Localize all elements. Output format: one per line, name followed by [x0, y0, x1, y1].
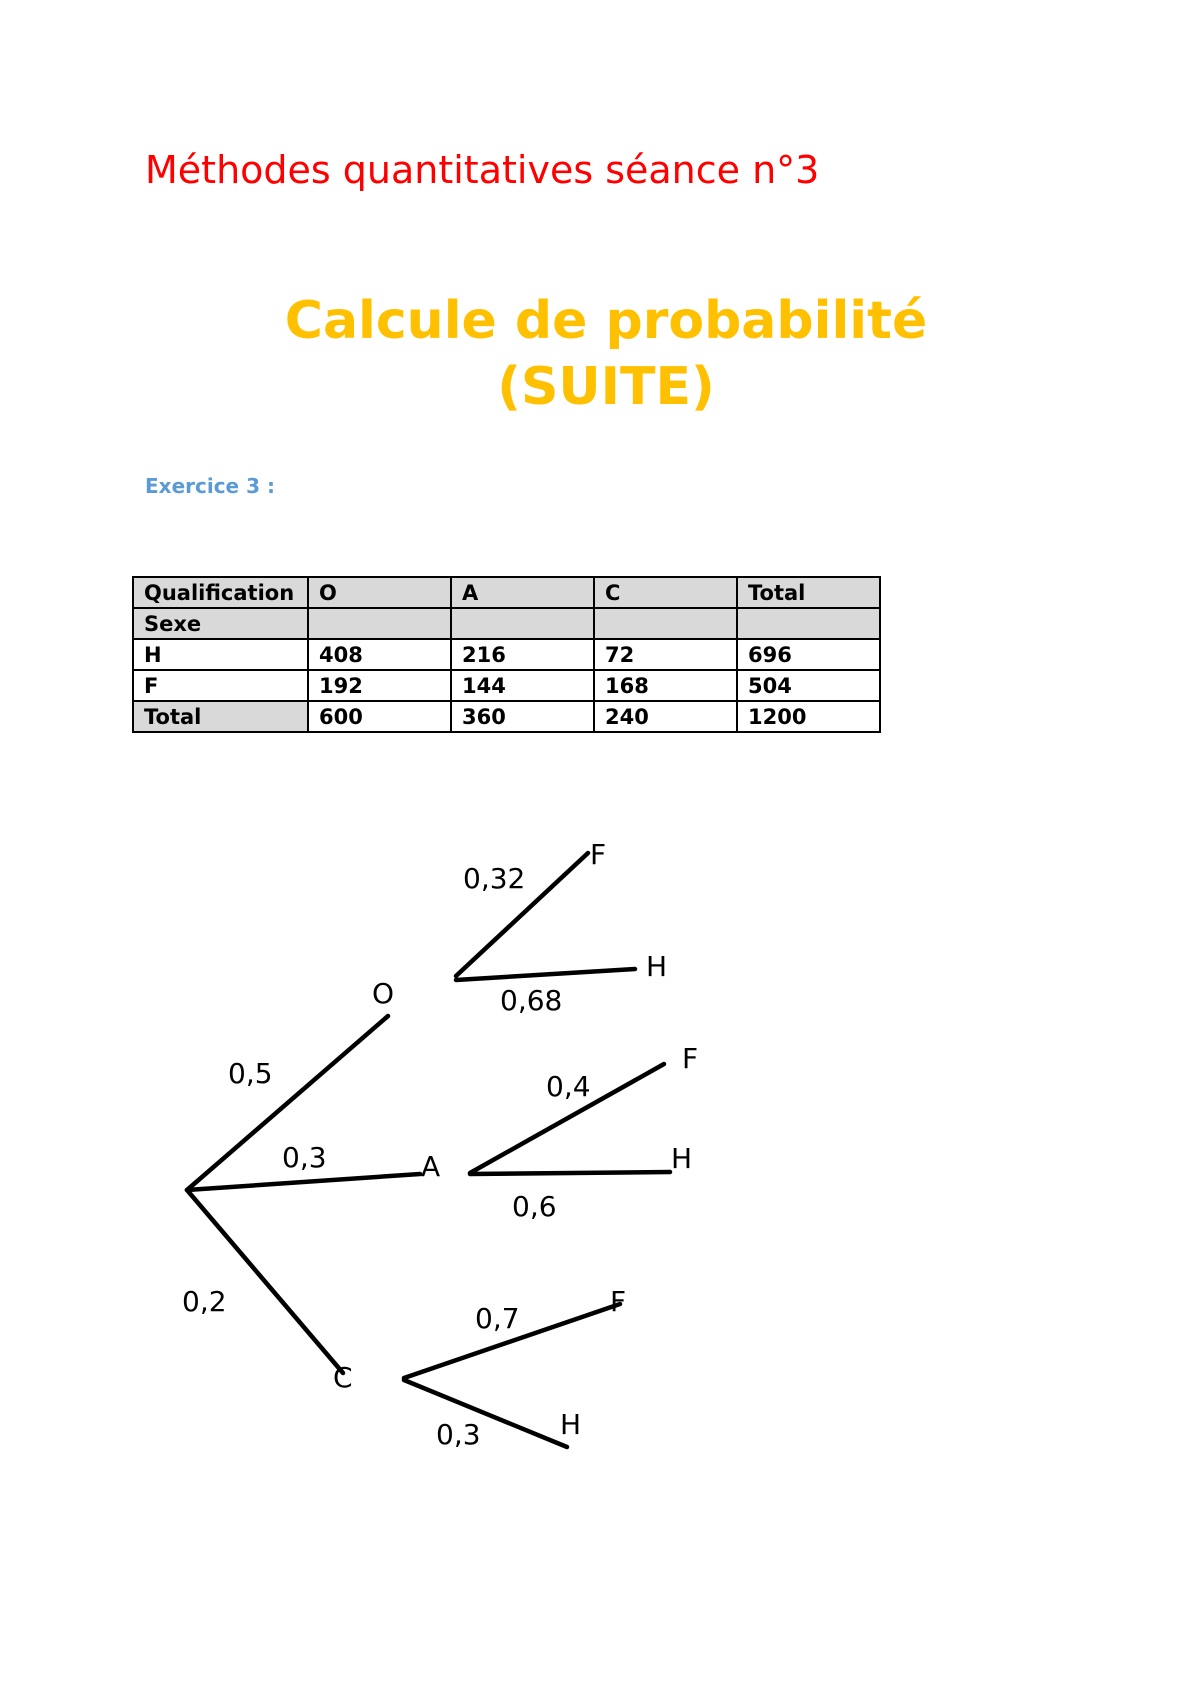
- prob-c-h: 0,3: [436, 1418, 481, 1451]
- prob-root-a: 0,3: [282, 1141, 327, 1174]
- node-c-h: H: [560, 1408, 582, 1441]
- prob-a-f: 0,4: [546, 1070, 591, 1103]
- node-o: O: [372, 977, 395, 1010]
- prob-a-h: 0,6: [512, 1190, 557, 1223]
- main-heading-line-1: Calcule de probabilité: [284, 291, 928, 351]
- node-a-h: H: [671, 1142, 693, 1175]
- table-cell: 408: [308, 639, 451, 670]
- table-cell: 240: [594, 701, 737, 732]
- table-cell: 144: [451, 670, 594, 701]
- node-c-f: F: [610, 1285, 627, 1318]
- table-cell: 696: [737, 639, 880, 670]
- table-header-cell: Total: [737, 577, 880, 608]
- table-header-cell: O: [308, 577, 451, 608]
- main-heading-line-2: (SUITE): [497, 357, 715, 417]
- branch-a-h: [470, 1172, 670, 1174]
- prob-o-f: 0,32: [463, 862, 526, 895]
- table-header-cell: C: [594, 577, 737, 608]
- prob-root-o: 0,5: [228, 1057, 273, 1090]
- node-c: C: [333, 1361, 353, 1394]
- table-cell: Total: [133, 701, 308, 732]
- table-cell: 216: [451, 639, 594, 670]
- table-cell: F: [133, 670, 308, 701]
- branch-root-c: [187, 1190, 343, 1373]
- table-cell: 504: [737, 670, 880, 701]
- branch-c-h: [404, 1380, 567, 1447]
- table-cell: 168: [594, 670, 737, 701]
- node-o-f: F: [590, 838, 607, 871]
- prob-c-f: 0,7: [475, 1302, 520, 1335]
- table-cell: 360: [451, 701, 594, 732]
- session-title: Méthodes quantitatives séance n°3: [145, 148, 820, 192]
- table-header-cell: Qualification: [133, 577, 308, 608]
- table-cell: 600: [308, 701, 451, 732]
- branch-o-h: [456, 969, 635, 980]
- exercise-label: Exercice 3 :: [145, 474, 275, 498]
- prob-root-c: 0,2: [182, 1285, 227, 1318]
- node-o-h: H: [646, 950, 668, 983]
- branch-root-a: [187, 1174, 420, 1190]
- node-a-f: F: [682, 1042, 699, 1075]
- table-header-cell: A: [451, 577, 594, 608]
- table-cell: 1200: [737, 701, 880, 732]
- table-cell: 192: [308, 670, 451, 701]
- prob-o-h: 0,68: [500, 984, 563, 1017]
- table-cell: H: [133, 639, 308, 670]
- node-a: A: [421, 1150, 441, 1183]
- table-cell: Sexe: [133, 608, 308, 639]
- table-cell: 72: [594, 639, 737, 670]
